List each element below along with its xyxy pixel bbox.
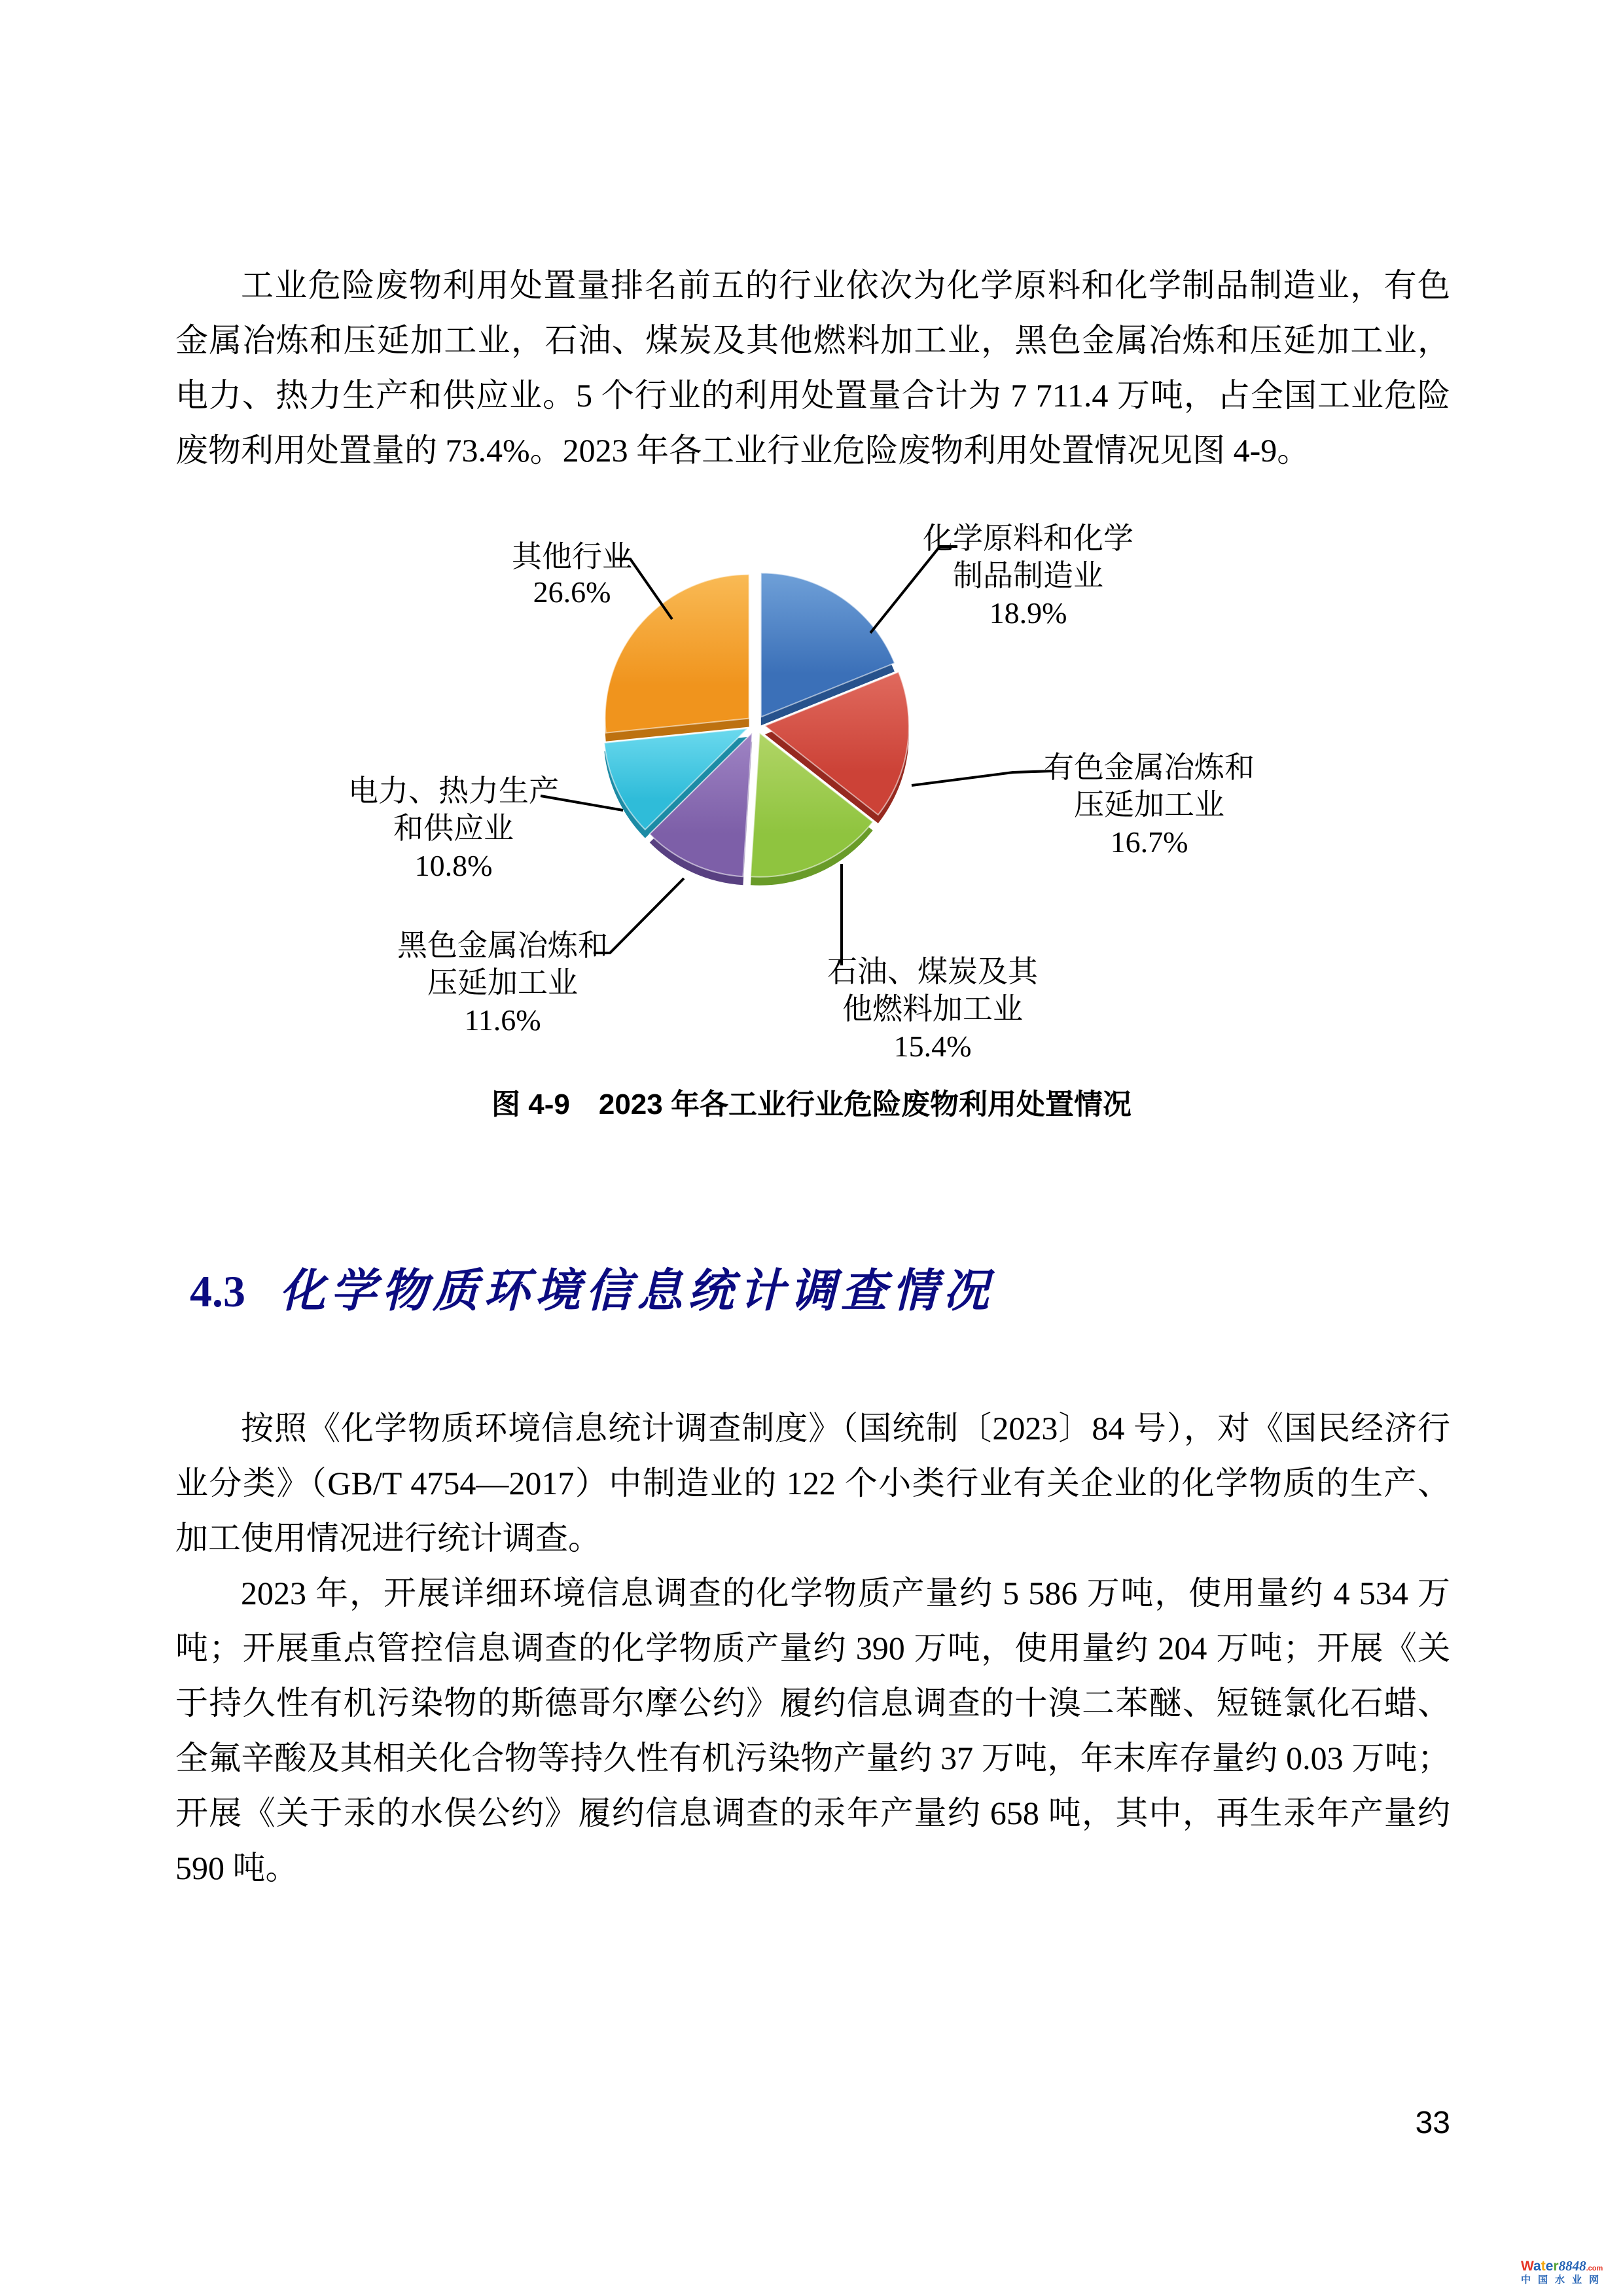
slice-label: 16.7% [1110, 825, 1188, 859]
slice-label: 11.6% [464, 1003, 541, 1037]
water8848-logo-segment: t [1541, 2259, 1546, 2274]
slice-label: 和供应业 [393, 812, 514, 845]
water8848-logo-segment: .com [1586, 2265, 1603, 2272]
slice-label: 15.4% [893, 1030, 972, 1063]
slice-label: 制品制造业 [953, 559, 1103, 592]
slice-label: 26.6% [533, 575, 611, 609]
figure-caption: 图 4-9 2023 年各工业行业危险废物利用处置情况 [491, 1088, 1132, 1121]
slice-label: 化学原料和化学 [923, 522, 1133, 555]
slice-label: 其他行业 [512, 540, 632, 573]
pie-slice [605, 575, 749, 733]
pie-chart-figure [327, 511, 1296, 1073]
slice-label: 压延加工业 [1074, 788, 1224, 821]
slice-label: 电力、热力生产 [348, 774, 559, 808]
page-number: 33 [1415, 2106, 1450, 2140]
paragraph-text: 2023 年，开展详细环境信息调查的化学物质产量约 5 586 万吨，使用量约 4 534 万吨；开展重点管控信息调查的化学物质产量约 390 万吨，使用量约 204 万吨；开展《关于持久性有机污染物的斯德哥尔摩公约》履约信息调查的十溴二苯醚、短链氯化石蜡、全氟辛酸及其相关化合物等持久性有机污染物产量约 37 万吨，年末库存量约 0.03 万吨；开展《关于汞的水俣公约》履约信息调查的汞年产量约 658 吨，其中，再生汞年产量约 590 吨。 [175, 1575, 1450, 1886]
paragraph-text: 按照《化学物质环境信息统计调查制度》（国统制〔2023〕84 号），对《国民经济行业分类》（GB/T 4754—2017）中制造业的 122 个小类行业有关企业的化学物质的生产、加工使用情况进行统计调查。 [175, 1410, 1450, 1556]
slice-label: 10.8% [414, 849, 493, 882]
water8848-logo-segment: W [1521, 2259, 1534, 2274]
slice-label: 有色金属冶炼和 [1044, 751, 1255, 784]
slice-label: 他燃料加工业 [842, 992, 1023, 1026]
water8848-logo-segment: a [1533, 2259, 1541, 2274]
leader-line [912, 771, 1054, 785]
section-heading [190, 1254, 994, 1320]
pie-chart-svg [327, 511, 1296, 1073]
water8848-logo-segment: e [1545, 2259, 1554, 2274]
slice-label: 18.9% [989, 596, 1067, 630]
water8848-logo [1521, 2259, 1620, 2285]
slice-label: 压延加工业 [427, 966, 578, 999]
slice-label: 石油、煤炭及其 [827, 955, 1038, 988]
slice-label: 黑色金属冶炼和 [397, 929, 608, 962]
water8848-logo-segment: 8848 [1558, 2258, 1586, 2274]
water8848-logo-text [1521, 2259, 1620, 2273]
section-body [175, 1401, 1450, 1895]
paragraph-text: 工业危险废物利用处置量排名前五的行业依次为化学原料和化学制品制造业，有色金属冶炼和压延加工业，石油、煤炭及其他燃料加工业，黑色金属冶炼和压延加工业，电力、热力生产和供应业。5 个行业的利用处置量合计为 7 711.4 万吨，占全国工业危险废物利用处置量的 73.4%。2023 年各工业行业危险废物利用处置情况见图 4-9。 [175, 267, 1450, 469]
section-number: 4.3 [190, 1266, 245, 1316]
water8848-logo-segment: r [1553, 2259, 1559, 2274]
section-title: 化学物质环境信息统计调查情况 [279, 1266, 994, 1317]
intro-paragraph [175, 258, 1450, 478]
water8848-logo-subtext: 中国水业网 [1521, 2274, 1607, 2286]
leader-line [870, 547, 957, 633]
